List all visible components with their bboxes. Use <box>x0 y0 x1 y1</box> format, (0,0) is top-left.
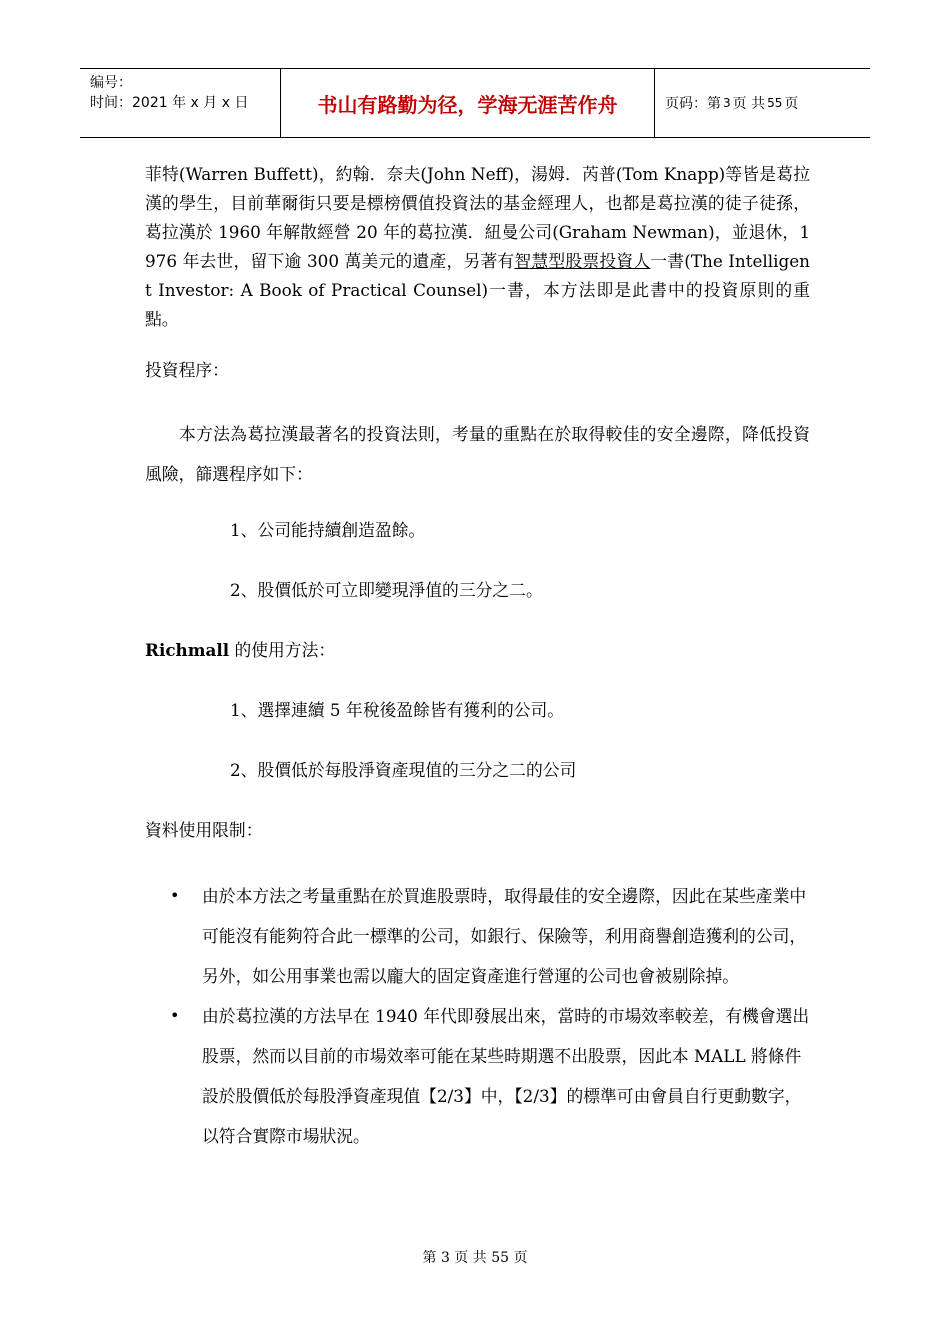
page-suffix: 页 <box>784 96 799 112</box>
richmall-name: Richmall <box>145 640 230 660</box>
limits-list <box>170 876 810 1156</box>
procedure-heading: 投資程序： <box>145 360 229 380</box>
procedure-item: 1、公司能持續創造盈餘。 <box>230 520 426 540</box>
intro-text-2: 一書(The Intelligent Investor: A Book of Practical Counsel)一書，本方法即是此書中的投資原則的重點。 <box>145 251 810 329</box>
time-label: 时间：2021 年 x 月 x 日 <box>90 95 249 111</box>
bullet-icon: • <box>170 1006 180 1025</box>
bullet-text: 由於葛拉漢的方法早在 1940 年代即發展出來，當時的市場效率較差，有機會選出股票，然而以目前的市場效率可能在某些時期選不出股票，因此本 MALL 將條件設於股價低於每股淨資產現值【2/3】中，【2/3】的標準可由會員自行更動數字，以符合實際市場狀況。 <box>202 1006 810 1146</box>
page-prefix: 页码：第 <box>665 96 721 112</box>
intro-paragraph <box>145 160 810 334</box>
intro-section <box>145 160 810 334</box>
richmall-item: 1、選擇連續 5 年稅後盈餘皆有獲利的公司。 <box>230 700 565 720</box>
header-meta <box>80 69 281 137</box>
richmall-item: 2、股價低於每股淨資產現值的三分之二的公司 <box>230 760 577 780</box>
intro-text-1: 菲特(Warren Buffett)，約翰．奈夫(John Neff)，湯姆．芮普(Tom Knapp)等皆是葛拉漢的學生，目前華爾街只要是標榜價值投資法的基金經理人，也都是葛拉漢的徒子徒孫，葛拉漢於 1960 年解散經營 20 年的葛拉漢．紐曼公司(Graham Newman)，並退休，1976 年去世，留下逾 300 萬美元的遺產，另著有 <box>145 164 810 271</box>
page-footer: 第 3 页 共 55 页 <box>422 1250 528 1266</box>
page-header <box>80 68 870 138</box>
list-item <box>170 996 810 1156</box>
header-page-info <box>655 69 870 137</box>
page-mid: 页 共 <box>732 96 766 112</box>
header-motto: 书山有路勤为径，学海无涯苦作舟 <box>281 69 655 137</box>
number-label: 编号： <box>90 75 132 91</box>
bullet-text: 由於本方法之考量重點在於買進股票時，取得最佳的安全邊際，因此在某些產業中可能沒有能夠符合此一標準的公司，如銀行、保險等，利用商譽創造獲利的公司，另外，如公用事業也需以龐大的固定資產進行營運的公司也會被剔除掉。 <box>202 886 807 986</box>
limits-heading: 資料使用限制： <box>145 820 263 840</box>
procedure-item: 2、股價低於可立即變現淨值的三分之二。 <box>230 580 543 600</box>
bullet-icon: • <box>170 886 180 905</box>
list-item <box>170 876 810 996</box>
richmall-heading-rest: 的使用方法： <box>229 640 336 660</box>
page-current: 3 <box>723 96 731 110</box>
richmall-heading <box>145 640 335 660</box>
book-title-link: 智慧型股票投資人 <box>514 251 651 271</box>
procedure-body: 本方法為葛拉漢最著名的投資法則，考量的重點在於取得較佳的安全邊際，降低投資風險，篩選程序如下： <box>145 424 810 484</box>
page-total: 55 <box>767 96 783 110</box>
